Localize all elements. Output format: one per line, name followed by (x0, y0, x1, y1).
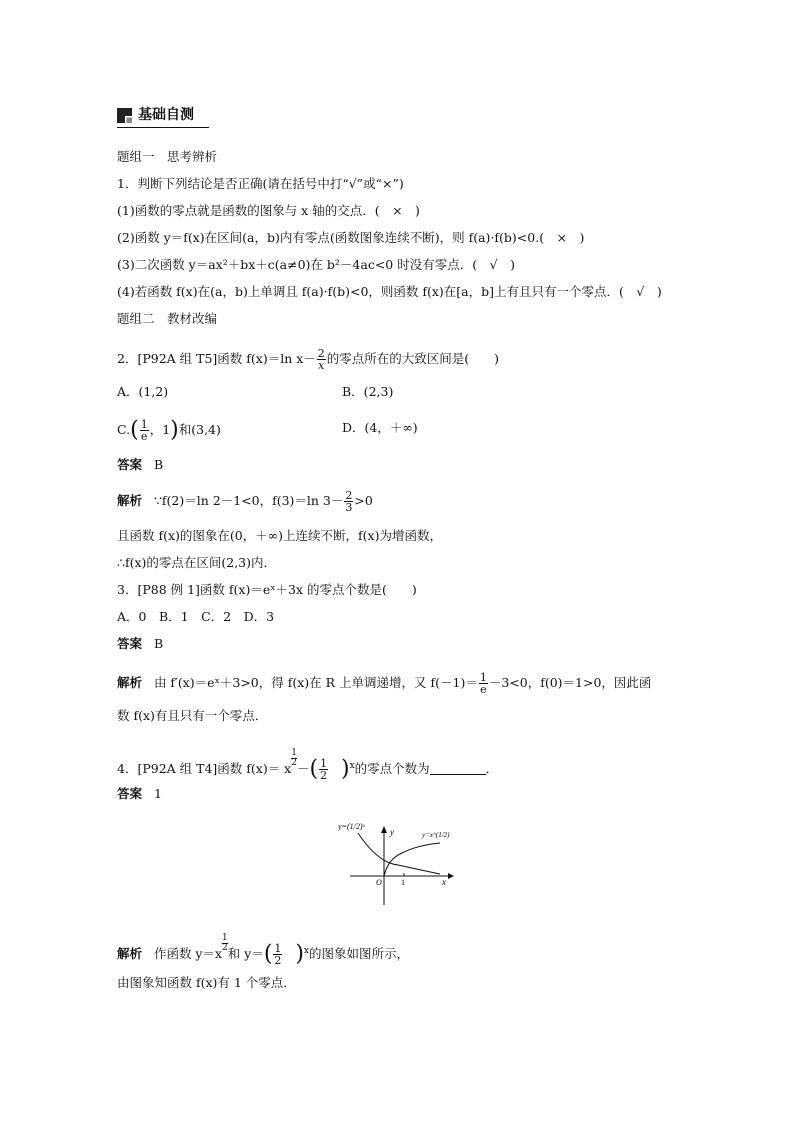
q2-option-c: C.( $\frac{1}{e}$ ，1)和(3,4) (117, 417, 221, 443)
q3-answer-label: 答案 (117, 636, 143, 651)
q3-analysis1-pre: 由 f′(x)＝eˣ＋3>0，得 f(x)在 R 上单调递增，又 f(－1)＝ (153, 675, 478, 690)
q4-answer-blank[interactable] (430, 762, 486, 775)
q3-answer (117, 636, 163, 652)
q4-analysis1-post: 的图象如图所示， (309, 946, 410, 961)
q2-analysis-fraction (344, 490, 353, 513)
q4-stem-end: ． (485, 761, 499, 776)
label-origin: O (376, 878, 382, 887)
label-power-fn: y=x^(1/2) (422, 831, 450, 839)
x-axis-arrow-icon (448, 873, 454, 879)
label-y-axis: y (390, 827, 394, 837)
q3-analysis-num: 1 (479, 671, 487, 684)
q4-stem-post: 的零点个数为 (354, 761, 430, 776)
q2-option-a: A．(1,2) (117, 384, 169, 399)
q3-analysis-label: 解析 (117, 675, 143, 690)
group1-title: 题组一 思考辨析 (117, 149, 218, 164)
q4-stem-minus: － (296, 761, 310, 776)
section-underline (117, 127, 209, 128)
q4-half-fraction (319, 758, 328, 781)
q1-item-2: (2)函数 y＝f(x)在区间(a，b)内有零点(函数图象连续不断)，则 f(a)·f(b)<0.( × ) (117, 230, 585, 245)
section-square-icon (117, 108, 132, 123)
q4-analysis-exp-num: 1 (222, 933, 228, 943)
q4-analysis-2: 由图象知函数 f(x)有 1 个零点． (117, 975, 296, 990)
group2-title: 题组二 教材改编 (117, 311, 218, 326)
curve-exponential (358, 833, 440, 874)
q2-optc-mid: ，1 (149, 422, 171, 437)
q4-stem-pre: 4．[P92A 组 T4]函数 f(x)＝ x (117, 761, 292, 776)
section-title: 基础自测 (138, 107, 194, 123)
q4-answer-value: 1 (153, 786, 162, 801)
label-one: 1 (401, 878, 405, 887)
q4-answer (117, 786, 162, 802)
q2-frac-den: x (318, 359, 325, 372)
curve-power (384, 843, 440, 876)
q1-item-4: (4)若函数 f(x)在(a，b)上单调且 f(a)·f(b)<0，则函数 f(x)在[a，b]上有且只有一个零点．( √ ) (117, 284, 662, 299)
q2-answer-label: 答案 (117, 457, 143, 472)
q3-analysis-1 (117, 672, 651, 695)
q2-optc-fraction (140, 419, 149, 442)
q2-analysis1-post: >0 (354, 493, 373, 508)
q2-stem (117, 348, 499, 371)
q2-frac-num: 2 (317, 347, 325, 360)
q2-stem-pre: 2．[P92A 组 T5]函数 f(x)＝ln x－ (117, 351, 316, 366)
q4-analysis-half (273, 943, 282, 966)
q1-item-3: (3)二次函数 y＝ax²＋bx＋c(a≠0)在 b²－4ac<0 时没有零点．( √ ) (117, 257, 515, 272)
q2-option-b: B．(2,3) (342, 384, 394, 399)
q2-analysis-num: 2 (345, 489, 353, 502)
q3-analysis-2: 数 f(x)有且只有一个零点． (117, 708, 268, 723)
q2-stem-post: 的零点所在的大致区间是( ) (326, 351, 500, 366)
q4-answer-label: 答案 (117, 786, 143, 801)
q4-analysis-half-den: 2 (274, 954, 282, 967)
q2-optc-num: 1 (140, 418, 148, 431)
q3-analysis-den: e (480, 683, 487, 696)
q3-analysis1-post: －3<0，f(0)＝1>0，因此函 (488, 675, 652, 690)
q4-exp-num: 1 (291, 748, 297, 758)
q2-analysis-label: 解析 (117, 493, 143, 508)
q3-options: A．0 B．1 C．2 D．3 (117, 609, 275, 624)
q2-optc-pre: C. (117, 422, 131, 437)
q2-analysis-3: ∴f(x)的零点在区间(2,3)内． (117, 555, 277, 570)
q3-analysis-fraction (479, 672, 488, 695)
q2-stem-fraction (317, 348, 326, 371)
q4-analysis-half-num: 1 (274, 942, 282, 955)
q4-analysis-exp-den: 2 (222, 943, 228, 953)
q2-optc-post: 和(3,4) (178, 422, 221, 437)
q2-option-d: D．(4，＋∞) (342, 420, 418, 435)
q4-half-num: 1 (320, 757, 328, 770)
label-exp-fn: y=(1/2)ˣ (338, 822, 365, 831)
q3-stem: 3．[P88 例 1]函数 f(x)＝eˣ＋3x 的零点个数是( ) (117, 582, 417, 597)
q3-answer-value: B (153, 636, 164, 651)
q2-analysis-den: 3 (345, 501, 353, 514)
q4-exp-den: 2 (291, 758, 297, 768)
q2-answer-value: B (153, 457, 164, 472)
q4-analysis-label: 解析 (117, 946, 143, 961)
label-x-axis: x (442, 877, 446, 887)
q4-analysis-1: 解析 作函数 y＝x $\frac{1}{2}$ 和 y＝( $\frac{1}{2}$ )$^x$的图象如图所示， (117, 933, 410, 967)
q2-analysis-1 (117, 490, 373, 513)
y-axis-arrow-icon (381, 826, 387, 833)
q2-optc-den: e (140, 430, 148, 443)
q1-stem: 1．判断下列结论是否正确(请在括号中打“√”或“×”) (117, 176, 404, 191)
q2-analysis-2: 且函数 f(x)的图象在(0，＋∞)上连续不断，f(x)为增函数， (117, 528, 442, 543)
q2-answer (117, 457, 163, 473)
q4-analysis1-pre: 作函数 y＝x (153, 946, 223, 961)
q4-stem: 4．[P92A 组 T4]函数 f(x)＝ x $\frac{1}{2}$ －( $\frac{1}{2}$ )$^x$的零点个数为 ． (117, 748, 499, 782)
q4-half-den: 2 (320, 769, 328, 782)
q1-item-1: (1)函数的零点就是函数的图象与 x 轴的交点．( × ) (117, 203, 420, 218)
q2-analysis1-pre: ∵f(2)＝ln 2－1<0，f(3)＝ln 3－ (153, 493, 344, 508)
function-graph (338, 813, 454, 907)
q4-analysis1-and: 和 y＝ (227, 946, 264, 961)
